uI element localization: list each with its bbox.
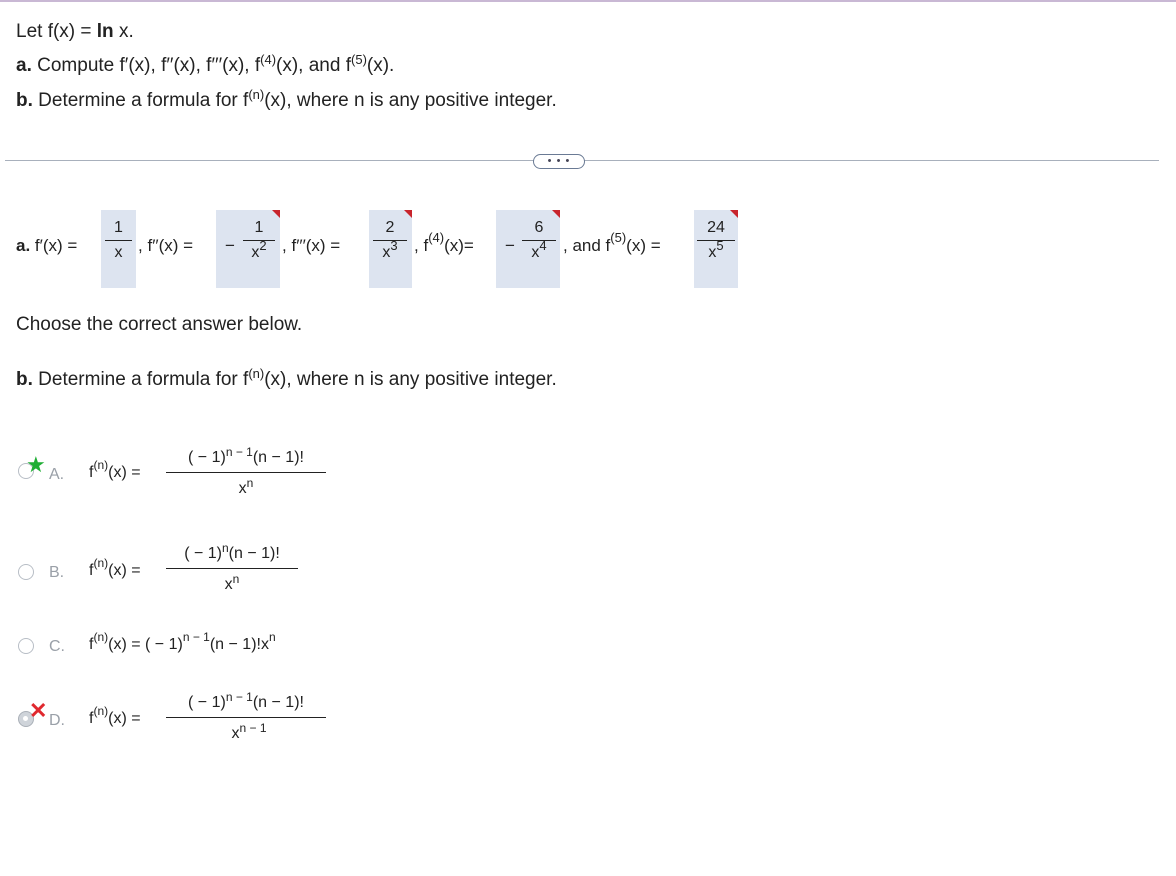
fn-text: f [89, 562, 94, 579]
f4-label: f [423, 236, 429, 255]
fn-text: f [89, 636, 94, 653]
numerator: 1 [254, 219, 264, 236]
fraction-f1 [105, 219, 132, 262]
num-text: (n − 1)! [252, 449, 304, 466]
f3-label: f′′′(x) = [291, 236, 341, 255]
fraction-f5 [697, 219, 735, 262]
separator: , and [563, 236, 601, 255]
problem-line-1 [16, 21, 134, 43]
superscript: (5) [610, 230, 627, 245]
minus-sign: − [505, 236, 515, 255]
correct-star-icon: ★ [26, 452, 46, 477]
problem-text: Determine a formula for f [32, 90, 249, 111]
den-base: x [708, 244, 717, 261]
answer-a-label [16, 236, 77, 256]
denominator [238, 476, 254, 498]
den-base: x [224, 576, 233, 593]
fn-text: (x) = [108, 464, 141, 481]
fraction-f3 [373, 219, 407, 262]
denominator [378, 238, 401, 262]
problem-text: x. [113, 21, 134, 42]
choice-letter: A. [49, 466, 65, 483]
superscript: n − 1 [225, 690, 253, 704]
problem-text: Compute f′(x), f′′(x), f′′′(x), f [31, 55, 261, 76]
fn-text: f [89, 464, 94, 481]
fraction-f4 [522, 219, 556, 262]
part-a-label: a. [16, 55, 32, 76]
f4-label: (x)= [444, 236, 474, 255]
den-base: x [251, 244, 260, 261]
denominator [527, 238, 550, 262]
numerator: 1 [114, 219, 123, 236]
ellipsis-icon: • • • [547, 155, 571, 167]
fn-text: f [89, 710, 94, 727]
numerator [184, 541, 280, 563]
flag-icon [404, 210, 412, 218]
den-exponent: 4 [539, 238, 547, 253]
flag-icon [552, 210, 560, 218]
num-text: ( − 1) [184, 545, 222, 562]
f2-label-group [138, 236, 193, 256]
superscript: (4) [428, 230, 445, 245]
numerator [188, 445, 304, 467]
num-text: (n − 1)! [228, 545, 280, 562]
more-options-button[interactable] [533, 154, 585, 169]
flag-icon [730, 210, 738, 218]
superscript: (n) [93, 458, 109, 472]
den-exponent: 2 [259, 238, 267, 253]
choice-function-label [89, 556, 141, 580]
fraction-bar [166, 472, 326, 473]
problem-text: (x), and f [276, 55, 352, 76]
denominator: x [114, 244, 123, 261]
problem-text: (x), where n is any positive integer. [264, 90, 557, 111]
superscript: n [268, 630, 276, 644]
problem-part-a [16, 52, 395, 77]
superscript: n [221, 541, 229, 555]
superscript: (n) [93, 556, 109, 570]
denominator [704, 238, 727, 262]
den-base: x [382, 244, 391, 261]
denominator [247, 238, 270, 262]
superscript: (4) [260, 52, 277, 67]
superscript: n − 1 [239, 721, 267, 735]
ln-bold: ln [96, 21, 114, 42]
denominator [231, 721, 267, 743]
f4-label-group [414, 230, 474, 256]
numerator: 24 [707, 219, 725, 236]
fraction-f2 [243, 219, 275, 262]
choice-letter: C. [49, 638, 65, 655]
choice-fraction [166, 541, 298, 594]
choice-function-label [89, 704, 141, 728]
superscript: (n) [248, 87, 265, 102]
den-base: x [531, 244, 540, 261]
num-text: (n − 1)! [252, 694, 304, 711]
f5-label-group [563, 230, 661, 256]
numerator: 2 [385, 219, 395, 236]
choice-function-label [89, 458, 141, 482]
superscript: (n) [93, 630, 109, 644]
minus-sign: − [225, 236, 235, 255]
fn-text: (x) = ( − 1) [108, 636, 183, 653]
fn-text: (x) = [108, 710, 141, 727]
superscript: n − 1 [225, 445, 253, 459]
fraction-bar [166, 717, 326, 718]
choice-letter: D. [49, 712, 65, 729]
separator: , [138, 236, 143, 255]
numerator: 6 [534, 219, 544, 236]
fn-text: (x) = [108, 562, 141, 579]
choice-letter: B. [49, 564, 65, 581]
den-base: x [238, 480, 247, 497]
incorrect-x-icon: ✕ [29, 698, 48, 723]
problem-text: (x). [366, 55, 395, 76]
part-a-label: a. [16, 236, 31, 255]
radio-choice-b[interactable] [18, 564, 34, 580]
choice-inline-formula [89, 630, 276, 654]
problem-text: Let f(x) = [16, 21, 97, 42]
flag-icon [272, 210, 280, 218]
fraction-bar [105, 240, 132, 241]
choice-fraction [166, 445, 326, 498]
fraction-bar [166, 568, 298, 569]
den-exponent: 5 [716, 238, 724, 253]
superscript: n − 1 [182, 630, 210, 644]
instruction-text: Choose the correct answer below. [16, 314, 303, 335]
superscript: (n) [248, 366, 265, 381]
f1-label: f′(x) = [34, 236, 78, 255]
radio-choice-c[interactable] [18, 638, 34, 654]
choice-fraction [166, 690, 326, 743]
superscript: (5) [351, 52, 367, 67]
fn-text: (n − 1)!x [209, 636, 269, 653]
superscript: n [232, 572, 240, 586]
part-b-text: Determine a formula for f [32, 369, 249, 390]
part-b-heading [16, 366, 557, 391]
top-border [0, 0, 1176, 2]
den-exponent: 3 [390, 238, 398, 253]
f5-label: (x) = [626, 236, 661, 255]
part-b-label: b. [16, 369, 33, 390]
num-text: ( − 1) [188, 449, 226, 466]
superscript: (n) [93, 704, 109, 718]
f3-label-group [282, 236, 340, 256]
part-b-text: (x), where n is any positive integer. [264, 369, 557, 390]
den-base: x [231, 725, 240, 742]
f5-label: f [605, 236, 611, 255]
num-text: ( − 1) [188, 694, 226, 711]
separator: , [414, 236, 419, 255]
f2-label: f′′(x) = [147, 236, 194, 255]
problem-part-b [16, 87, 557, 112]
superscript: n [246, 476, 254, 490]
part-b-label: b. [16, 90, 33, 111]
numerator [188, 690, 304, 712]
denominator [224, 572, 240, 594]
separator: , [282, 236, 287, 255]
